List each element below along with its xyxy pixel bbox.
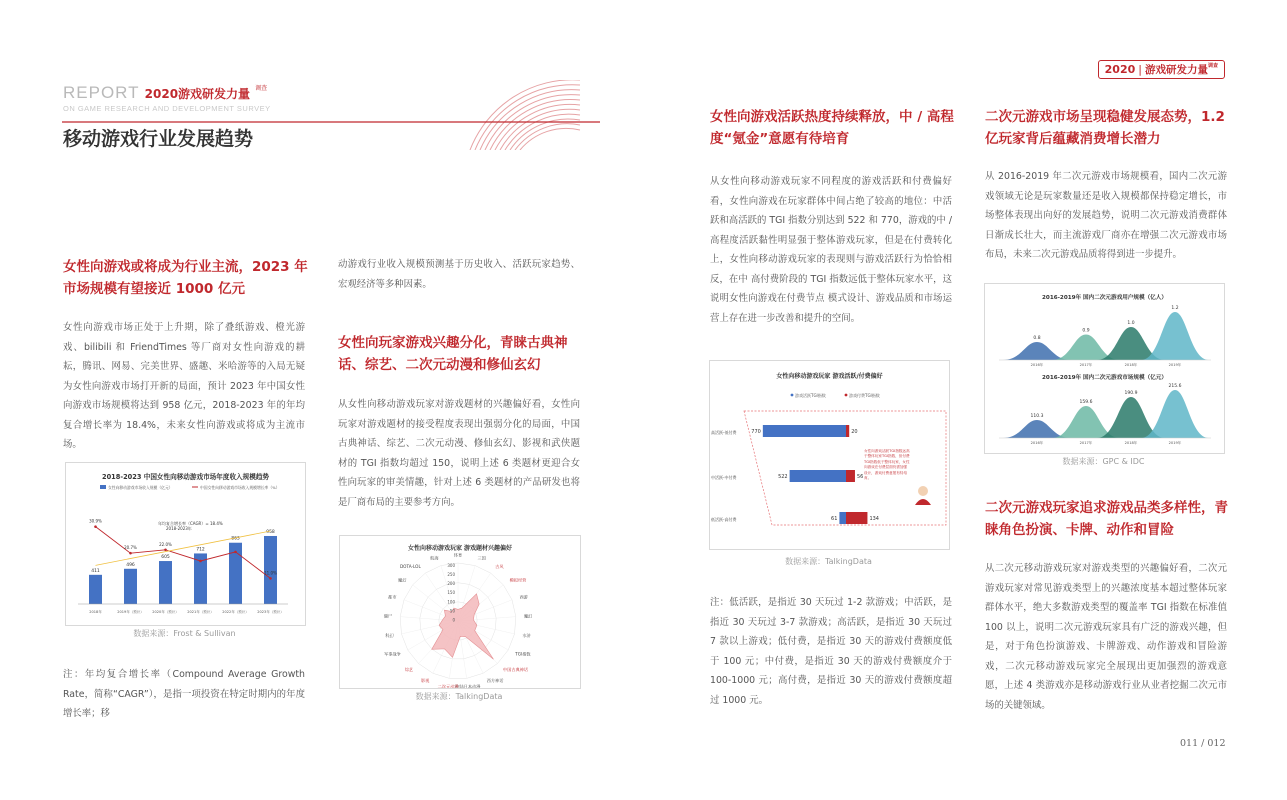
report-badge: 调查 [255,85,268,92]
col2-paragraph: 从女性向移动游戏玩家对游戏题材的兴趣偏好看，女性向玩家对游戏题材的接受程度表现出强弱分化的局面，中国古典神话、综艺、二次元动漫、修仙玄幻、影视和武侠题材的 TGI 指数均超过 150，说明上述 6 类题材更迎合女性向玩家的审美情趣，针对上述 6 类题材的产品研发也将是厂商布局的主要参考方向。 [338,399,580,508]
radar-tick-label: 50 [449,608,455,614]
report-brand [63,83,267,103]
cagr-trend-line [96,531,271,565]
col4-source: 数据来源：GPC & IDC [1062,457,1145,466]
mountain-value-label: 215.6 [1168,384,1182,389]
bar-value-label: 958 [266,529,275,535]
legend-swatch-activity [791,394,794,397]
category-label: 低活跃-高付费 [711,517,737,522]
x-tick-label: 2020年（预计） [152,610,179,614]
col3-heading: 女性向游戏活跃热度持续释放，中 / 高程度“氪金”意愿有待培育 [710,109,954,147]
radar-category-label: 二次元动漫 [437,683,459,688]
bar-value-label: 411 [91,568,100,574]
bar [89,575,102,604]
radar-category-label: 水浒 [522,633,531,639]
radar-category-label: 影视 [420,677,430,683]
pay-bar [846,470,855,482]
category-label: 中活跃-中付费 [711,475,737,480]
chart-title: 2016-2019年 国内二次元游戏市场规模（亿元） [1042,375,1167,381]
activity-bar [790,470,846,482]
radar-category-label: DOTA-LOL [399,563,421,569]
radar-tick-label: 0 [452,617,455,623]
radar-category-label: 魔幻 [398,577,407,583]
chart-title: 2016-2019年 国内二次元游戏用户规模（亿人） [1042,295,1167,301]
col3-source: 数据来源：TalkingData [785,557,872,566]
avatar-body [915,499,931,505]
growth-rate-label: 20.7% [124,545,137,551]
pay-bar [846,425,849,437]
legend-label-line: 中国女性向移动游戏市场收入规模增长率（%） [200,485,280,490]
cagr-range: 2018-2023年 [166,526,192,531]
growth-rate-label: 30.9% [89,518,102,524]
cagr-label: 年均复合增长率（CAGR）= 18.4% [158,521,223,526]
radar-series [432,594,494,659]
bar [159,561,172,604]
growth-point [94,525,97,528]
chart-title: 2018-2023 中国女性向移动游戏市场年度收入规模趋势 [101,473,270,481]
activity-value-label: 522 [778,474,788,480]
x-tick-label: 2016年 [1030,363,1044,367]
col3-note: 注：低活跃，是指近 30 天玩过 1-2 款游戏；中活跃，是指近 30 天玩过 3-7 款游戏；高活跃，是指近 30 天玩过 7 款以上游戏；低付费，是指近 30 天的游戏付费额度低于 100 元；中付费，是指近 30 天的游戏付费额度介于 100-1000 元；高付费，是指近 30 天的游戏付费额度超过 1000 元。 [710,597,952,706]
x-tick-label: 2023年（预计） [257,610,284,614]
activity-pay-chart [709,360,950,550]
radar-tick-label: 300 [447,563,455,568]
header-pill: 2020 | 游戏研发力量$^{调查}$ [1098,60,1225,79]
chart-title: 女性向移动游戏玩家 游戏活跃/付费偏好 [776,373,883,380]
radar-category-label: 三国 [477,555,486,561]
x-tick-label: 2018年 [1124,363,1138,367]
x-tick-label: 2018年 [1124,441,1138,445]
theme-radar-chart-svg [340,536,580,688]
mountain-value-label: 1.0 [1127,321,1135,326]
radar-tick-label: 100 [447,599,455,605]
legend-label-bars: 女性向移动游戏市场收入规模（亿元） [108,485,173,490]
header-arcs [470,80,580,150]
legend-label-activity: 游戏活跃TGI指数 [795,393,826,398]
report-title: 2020游戏研发力量 [144,87,251,101]
col2-paragraph-continued: 动游戏行业收入规模预测基于历史收入、活跃玩家趋势、宏观经济等多种因素。 [338,259,580,290]
radar-category-label: 魔幻 [523,613,533,619]
pay-value-label: 20 [851,429,858,435]
growth-rate-label: 22.0% [159,541,172,547]
radar-category-label: 模拟经营 [509,577,527,583]
bar-value-label: 605 [161,555,170,561]
category-label: 高活跃-低付费 [711,430,737,435]
mountain-value-label: 1.2 [1171,306,1179,311]
radar-category-label: 军事战争 [384,651,401,657]
mountain-shape [1003,342,1071,360]
bar-value-label: 496 [126,562,135,568]
page-number: 011 / 012 [1180,738,1226,749]
activity-bar [763,425,846,437]
acg-charts-svg [985,284,1224,453]
pill-year: 2020 [1104,63,1136,76]
bar [124,569,137,604]
theme-radar-chart [339,535,581,689]
mountain-value-label: 190.9 [1124,391,1138,397]
growth-rate-label: 11.0% [264,570,277,576]
x-tick-label: 2018年 [89,610,102,614]
radar-tick-label: 250 [447,572,455,578]
col4-paragraph-2: 从二次元移动游戏玩家对游戏类型的兴趣偏好看，二次元游戏玩家对常见游戏类型上的兴趣浓度基本超过整体玩家群体水平，绝大多数游戏类型的覆盖率 TGI 指数在标准值 100 以上，说明二次元游戏玩家具有广泛的游戏兴趣，但是，对于角色扮演游戏、卡牌游戏、动作游戏和冒险游戏，二次元移动游戏玩家完全展现出更加强烈的游戏意愿，上述 4 类游戏亦是移动游戏行业从业者挖掘二次元市场的关键领域。 [985,563,1227,711]
mountain-value-label: 0.8 [1033,336,1041,341]
legend-swatch-bars [100,485,106,489]
growth-line [96,527,271,579]
col4-paragraph-1: 从 2016-2019 年二次元游戏市场规模看，国内二次元游戏领域无论是玩家数量还是收入规模都保持稳定增长，市场整体表现出向好的发展趋势，说明二次元游戏消费群体日渐成长壮大，而主流游戏厂商亦在增强二次元游戏市场布局，未来二次元游戏品质将得到进一步提升。 [985,171,1227,260]
x-tick-label: 2019年 [1168,441,1182,445]
col2-source: 数据来源：TalkingData [415,692,503,701]
radar-category-label: 西方神话 [486,677,504,683]
pay-value-label: 56 [856,474,864,480]
x-tick-label: 2022年（预计） [222,610,249,614]
col1-paragraph: 女性向游戏市场正处于上升期，除了叠纸游戏、橙光游戏、bilibili 和 FriendTimes 等厂商对女性向游戏的耕耘，腾讯、网易、完美世界、盛趣、米哈游等的入局无疑为女性向游戏市场打开新的局面，预计 2023 年中国女性向游戏市场规模将达到 958 亿元，2018-2023 年的年均复合增长率为 18.4%，未来女性向游戏或将成为主流市场。 [63,322,305,450]
mountain-value-label: 0.9 [1082,328,1090,334]
activity-pay-chart-svg [710,361,949,549]
col3-paragraph: 从女性向移动游戏玩家不同程度的游戏活跃和付费偏好看，女性向游戏在玩家群体中间占绝了较高的地位：中活跃和高活跃的 TGI 指数分别达到 522 和 770，游戏的中 / 高程度活跃黏性明显强于整体游戏玩家，但是在付费转化上，女性向移动游戏玩家的表现则与游戏活跃行为恰恰相反，在中 高付费阶段的 TGI 指数远低于整体玩家水平，这说明女性向游戏在付费节点 模式设计、游戏品质和市场运营上存在进一步改善和提升的空间。 [710,176,952,324]
radar-category-label: 都市 [388,594,397,600]
report-subtitle: ON GAME RESEARCH AND DEVELOPMENT SURVEY [63,104,271,113]
radar-category-label: 体育 [453,552,463,558]
radar-category-label: 僵尸 [383,613,393,619]
col1-note: 注：年均复合增长率（Compound Average Growth Rate，简称“CAGR”），是指一项投资在特定时期内的年度增长率；移 [63,669,305,719]
callout-box [864,449,910,507]
radar-category-label: 综艺 [404,666,414,672]
bar-value-label: 863 [231,536,240,542]
acg-charts [984,283,1225,454]
chart-title: 女性向移动游戏玩家 游戏题材兴趣偏好 [407,545,513,552]
market-size-chart-svg [66,463,305,625]
bar-value-label: 712 [196,547,205,553]
mountain-value-label: 110.3 [1030,414,1044,419]
legend-swatch-pay [845,394,848,397]
x-tick-label: 2017年 [1079,441,1093,445]
avatar-head [918,486,928,496]
growth-point [129,552,132,555]
radar-category-label: TGI指数 [515,651,531,657]
growth-point [234,551,237,554]
pay-bar [846,512,867,524]
radar-tick-label: 150 [447,590,455,596]
activity-value-label: 770 [751,429,761,435]
x-tick-label: 2017年 [1079,363,1093,367]
radar-category-label: 航海 [430,555,439,561]
x-tick-label: 2016年 [1030,441,1044,445]
market-size-chart [65,462,306,626]
x-tick-label: 2019年 [1168,363,1182,367]
growth-point [269,577,272,580]
page-title: 移动游戏行业发展趋势 [63,128,254,150]
radar-category-label: 西游 [519,594,528,600]
pay-value-label: 134 [869,516,879,522]
col4-heading-2: 二次元游戏玩家追求游戏品类多样性，青睐角色扮演、卡牌、动作和冒险 [985,500,1228,538]
radar-category-label: 科幻 [385,633,394,639]
callout-text: 女性向游戏活跃TGI指数远高于整体玩家TGI指数，但付费TGI指数低于整体玩家，女性向游戏在付费层面仍需加强设计，游戏付费意愿有待培育。 [864,449,910,481]
legend-label-pay: 游戏付费TGI指数 [849,393,880,398]
mountain-value-label: 159.6 [1079,399,1093,405]
radar-tick-label: 200 [447,581,455,587]
pill-text: 游戏研发力量 [1144,64,1208,76]
x-tick-label: 2019年（预计） [117,610,144,614]
activity-value-label: 61 [831,516,838,522]
activity-bar [839,512,846,524]
radar-category-label: 古风 [495,563,504,569]
report-word: REPORT [63,83,140,102]
growth-point [199,560,202,563]
col4-heading-1: 二次元游戏市场呈现稳健发展态势，1.2 亿玩家背后蕴藏消费增长潜力 [985,109,1225,147]
col1-source: 数据来源：Frost & Sullivan [133,629,236,638]
growth-point [164,549,167,552]
radar-category-label: 欧陆日本动漫 [455,683,481,688]
x-tick-label: 2021年（预计） [187,610,214,614]
col1-heading: 女性向游戏或将成为行业主流，2023 年市场规模有望接近 1000 亿元 [63,259,308,297]
radar-category-label: 中国古典神话 [502,666,529,672]
pill-badge: 调查 [1207,63,1218,69]
col2-heading: 女性向玩家游戏兴趣分化，青睐古典神话、综艺、二次元动漫和修仙玄幻 [338,335,568,373]
